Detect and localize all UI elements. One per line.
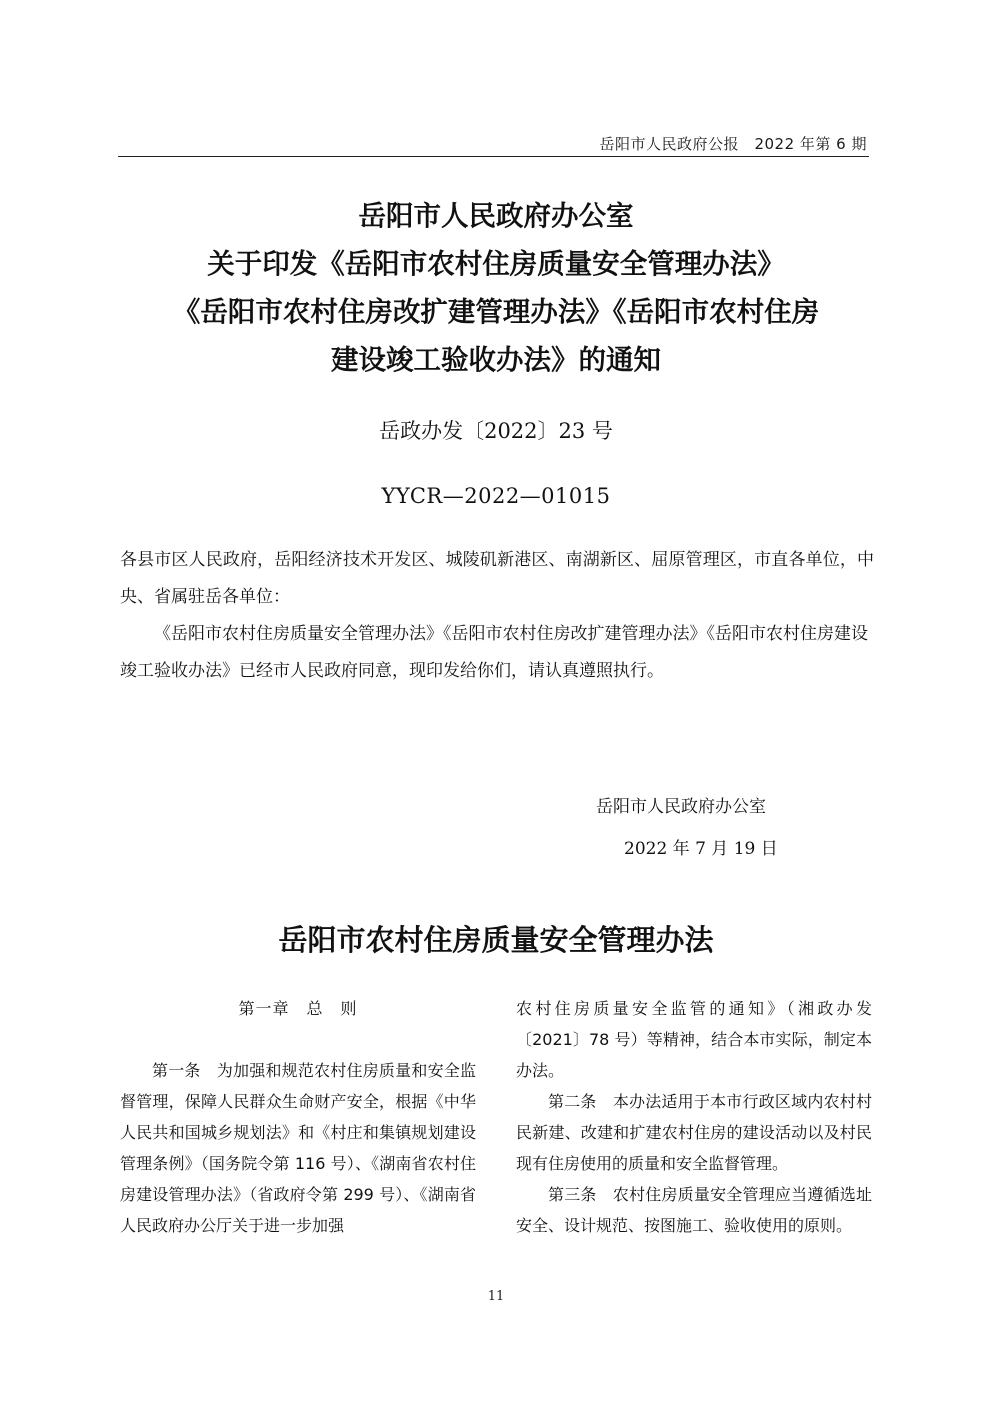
title-line-4: 建设竣工验收办法》的通知 [331, 344, 661, 376]
article-1: 第一条 为加强和规范农村住房质量和安全监督管理，保障人民群众生命财产安全，根据《中华人民共和国城乡规划法》和《村庄和集镇规划建设管理条例》（国务院令第 116 号）、《湖南省农村住房建设管理办法》（省政府令第 299 号）、《湖南省人民政府办公厅关于进一步加强 [120, 1061, 476, 1235]
title-line-2: 关于印发《岳阳市农村住房质量安全管理办法》 [207, 248, 785, 280]
signature-org: 岳阳市人民政府办公室 [596, 797, 766, 817]
running-head: 岳阳市人民政府公报 2022 年第 6 期 [599, 135, 867, 153]
header-rule [118, 156, 869, 157]
article-3: 第三条 农村住房质量安全管理应当遵循选址安全、设计规范、按图施工、验收使用的原则。 [516, 1185, 872, 1235]
right-column [516, 993, 872, 1241]
notice-title [100, 192, 892, 384]
title-line-1: 岳阳市人民政府办公室 [358, 200, 634, 232]
title-line-3: 《岳阳市农村住房改扩建管理办法》《岳阳市农村住房 [172, 296, 820, 328]
signature-date: 2022 年 7 月 19 日 [624, 839, 778, 859]
notice-paragraph: 《岳阳市农村住房质量安全管理办法》《岳阳市农村住房改扩建管理办法》《岳阳市农村住房建设竣工验收办法》已经市人民政府同意，现印发给你们，请认真遵照执行。 [120, 624, 868, 681]
chapter-heading: 第一章 总 则 [238, 999, 358, 1018]
signature-block [560, 786, 820, 870]
article-1-continued: 农村住房质量安全监管的通知》（湘政办发〔2021〕78 号）等精神，结合本市实际，制定本办法。 [516, 999, 872, 1080]
notice-body [120, 542, 874, 690]
left-column [120, 993, 476, 1241]
document-number: 岳政办发〔2022〕23 号 [379, 419, 613, 443]
document-code: YYCR—2022—01015 [381, 484, 611, 508]
section-title: 岳阳市农村住房质量安全管理办法 [278, 923, 714, 957]
page-number: 11 [487, 1289, 505, 1304]
notice-recipients: 各县市区人民政府，岳阳经济技术开发区、城陵矶新港区、南湖新区、屈原管理区，市直各单位，中央、省属驻岳各单位： [120, 550, 874, 607]
article-2: 第二条 本办法适用于本市行政区域内农村村民新建、改建和扩建农村住房的建设活动以及村民现有住房使用的质量和安全监督管理。 [516, 1092, 872, 1173]
